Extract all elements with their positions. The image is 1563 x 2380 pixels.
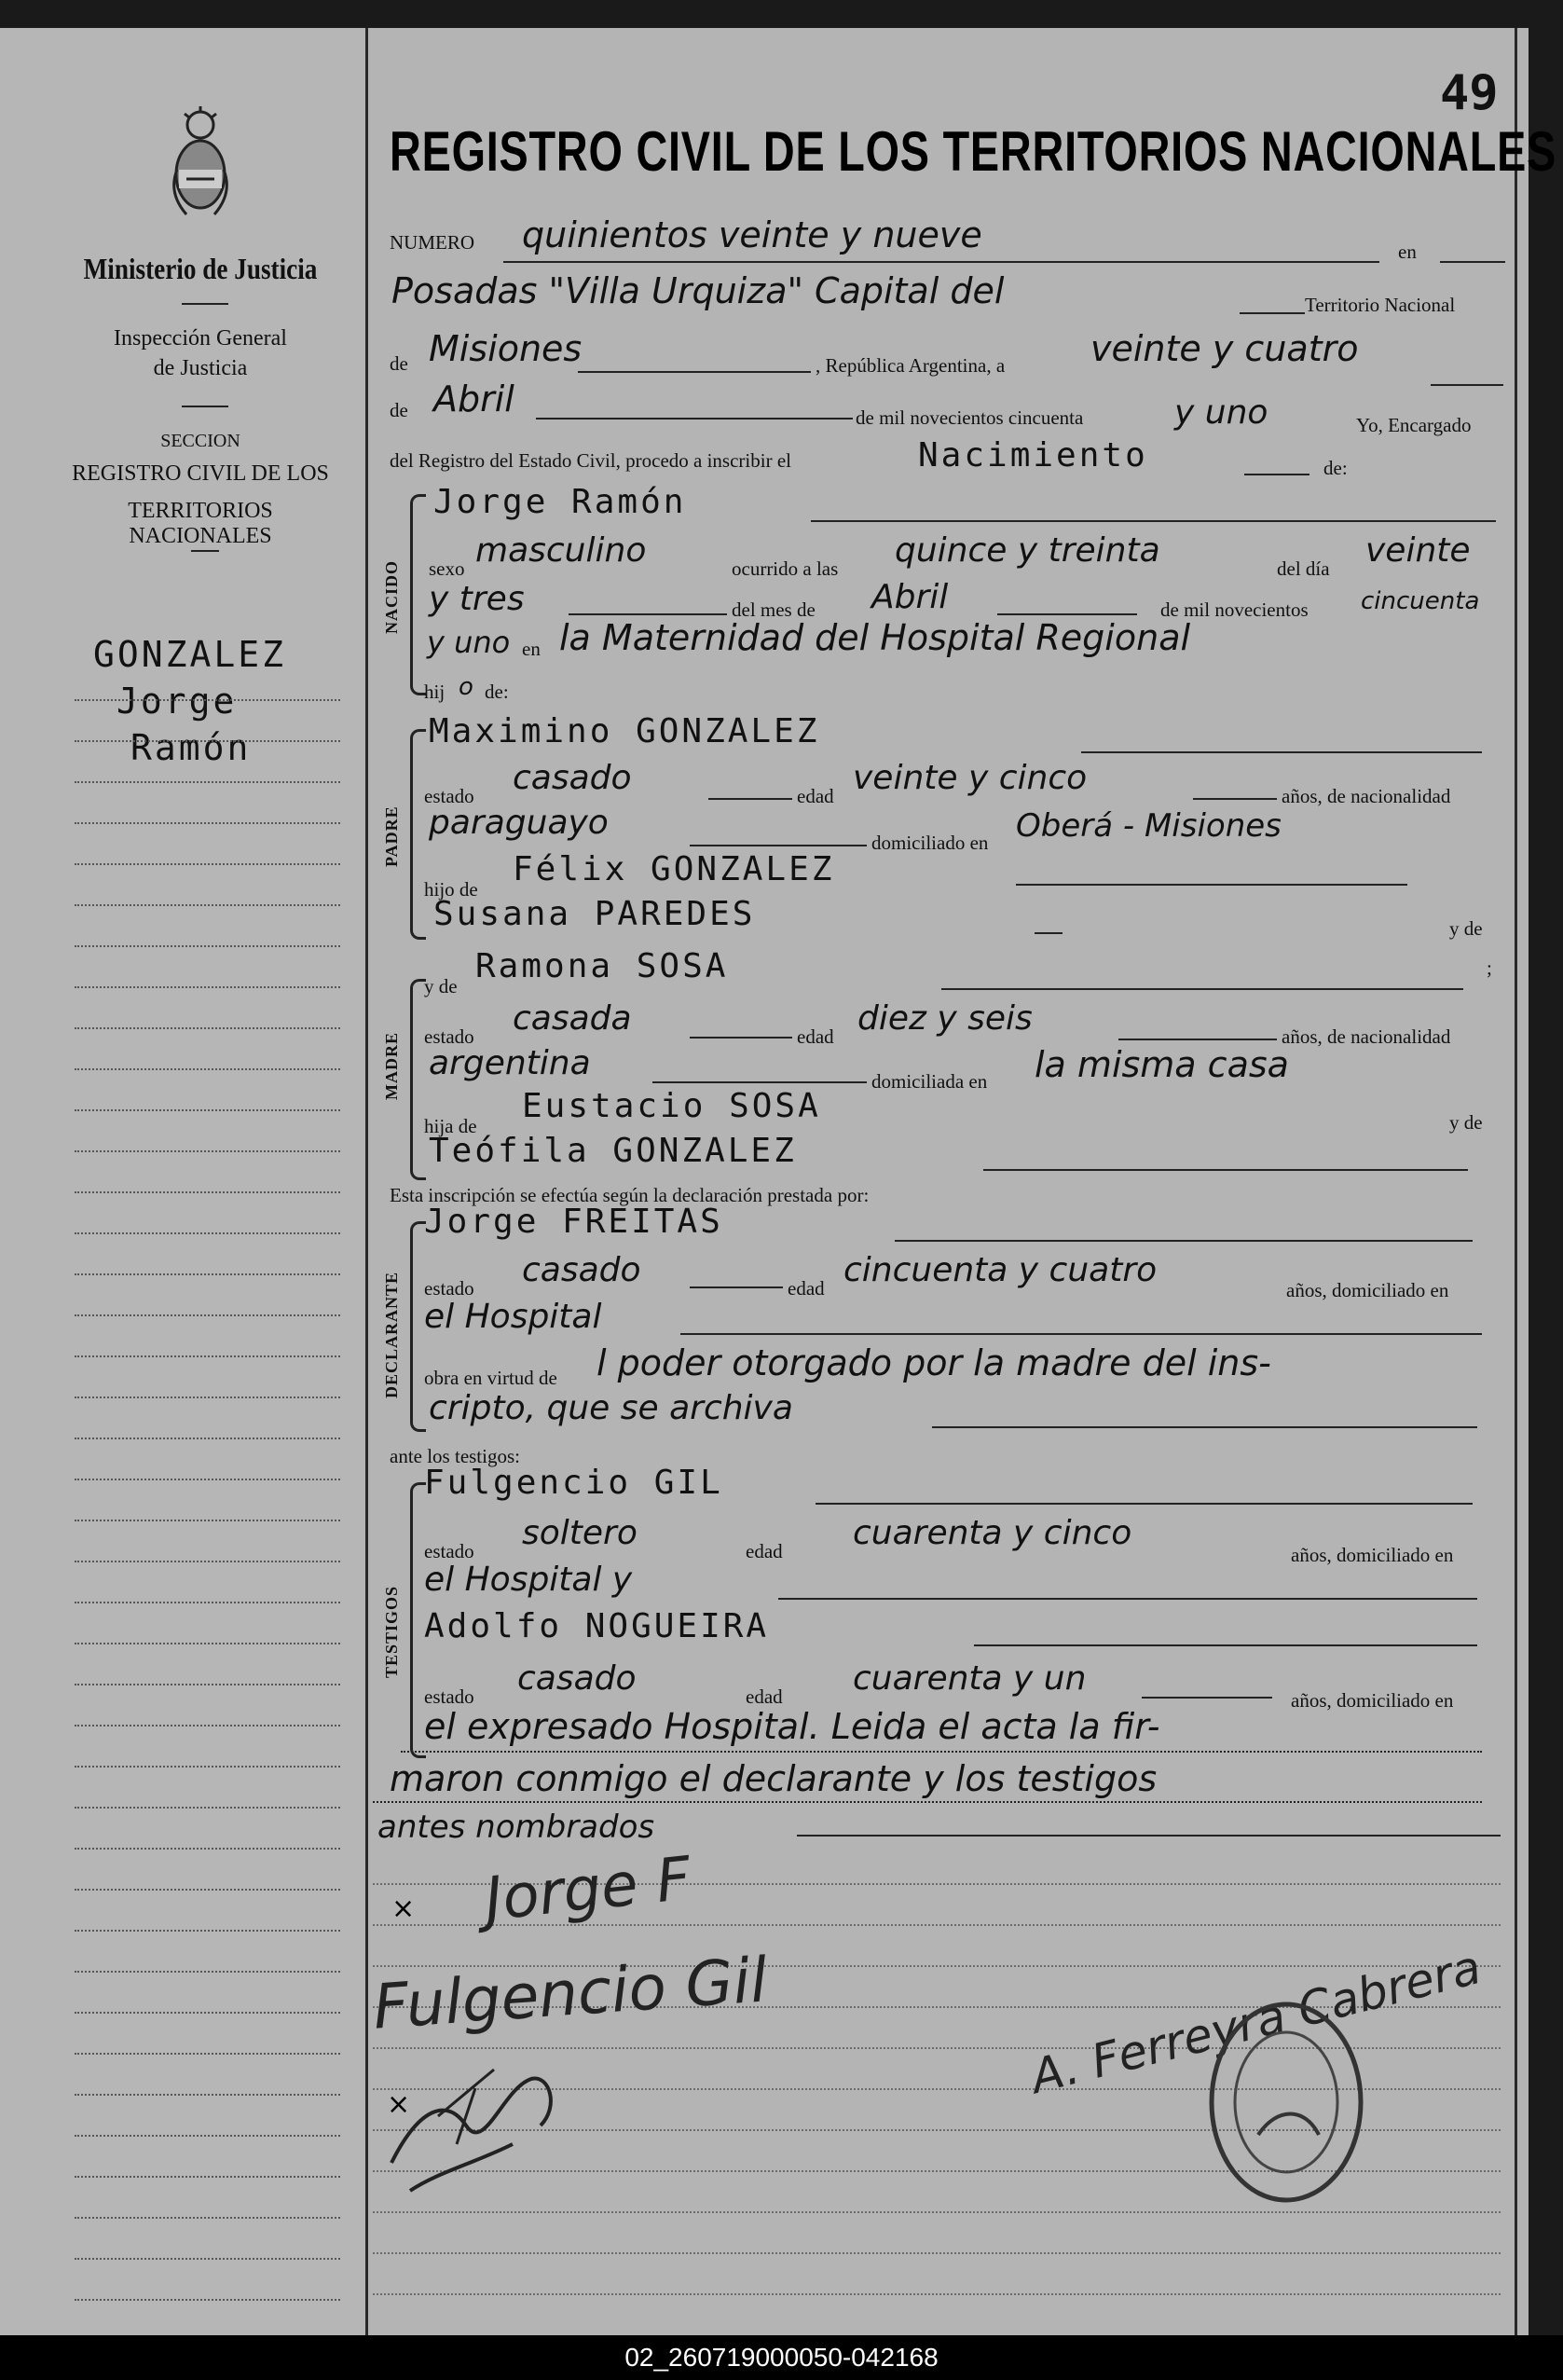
label-padre: PADRE bbox=[382, 805, 401, 867]
margin-ruled-line bbox=[75, 1479, 340, 1480]
margin-ruled-line bbox=[75, 986, 340, 988]
label-de-2: de bbox=[390, 399, 408, 421]
margin-ruled-line bbox=[75, 1027, 340, 1029]
label-domiciliado-en: domiciliado en bbox=[871, 832, 989, 854]
rule bbox=[1081, 751, 1482, 753]
rule bbox=[1193, 798, 1277, 800]
entry-testigo1-domicilio: el Hospital y bbox=[424, 1561, 633, 1599]
entry-lugar: Posadas "Villa Urquiza" Capital del bbox=[391, 270, 1005, 311]
label-edad-testigo2: edad bbox=[746, 1685, 783, 1708]
signature-testigo1: Fulgencio Gil bbox=[370, 1944, 770, 2043]
margin-ruled-line bbox=[75, 1766, 340, 1768]
rule bbox=[690, 1286, 783, 1288]
padre-bracket bbox=[410, 729, 426, 940]
rule bbox=[778, 1598, 1477, 1600]
nacido-bracket bbox=[410, 494, 426, 695]
entry-sexo: masculino bbox=[475, 531, 647, 570]
entry-declarante-nombre: Jorge FREITAS bbox=[424, 1203, 723, 1241]
entry-numero: quinientos veinte y nueve bbox=[522, 214, 982, 255]
label-edad: edad bbox=[797, 785, 834, 807]
rule bbox=[974, 1644, 1477, 1646]
margin-ruled-line bbox=[75, 1355, 340, 1357]
margin-ruled-line bbox=[75, 1273, 340, 1275]
entry-cierre-3: antes nombrados bbox=[377, 1809, 655, 1846]
ruled-line bbox=[373, 2293, 1501, 2295]
rule bbox=[811, 520, 1496, 522]
margin-ruled-line bbox=[75, 1930, 340, 1932]
rule bbox=[941, 988, 1463, 990]
label-esta-inscripcion: Esta inscripción se efectúa según la declaración prestada por: bbox=[390, 1184, 870, 1206]
ruled-line bbox=[373, 2211, 1501, 2213]
label-y-de-3: y de bbox=[1449, 1111, 1483, 1134]
label-en: en bbox=[1398, 241, 1417, 263]
page-number: 49 bbox=[1440, 65, 1499, 121]
label-edad-declarante: edad bbox=[788, 1277, 825, 1300]
sidebar-divider bbox=[191, 550, 219, 552]
margin-ruled-line bbox=[75, 1520, 340, 1521]
margin-ruled-line bbox=[75, 1725, 340, 1727]
rule bbox=[708, 798, 792, 800]
margin-ruled-line bbox=[75, 1232, 340, 1234]
official-seal-stamp bbox=[1202, 1995, 1370, 2209]
label-testigos: TESTIGOS bbox=[382, 1585, 401, 1678]
margin-name-1: Jorge bbox=[117, 681, 238, 722]
label-anos-nacionalidad-madre: años, de nacionalidad bbox=[1282, 1025, 1451, 1048]
label-estado-madre: estado bbox=[424, 1025, 474, 1048]
entry-madre-edad: diez y seis bbox=[857, 999, 1033, 1038]
label-mil-novecientos: de mil novecientos cincuenta bbox=[856, 406, 1084, 429]
margin-divider bbox=[365, 28, 368, 2335]
margin-ruled-line bbox=[75, 1068, 340, 1070]
rule bbox=[1016, 884, 1407, 886]
label-hija-de: hija de bbox=[424, 1115, 477, 1137]
scan-id-footer: 02_260719000050-042168 bbox=[0, 2335, 1563, 2380]
margin-ruled-line bbox=[75, 2176, 340, 2178]
rule bbox=[1244, 474, 1309, 475]
entry-obra-virtud-2: cripto, que se archiva bbox=[429, 1389, 793, 1427]
entry-hijo-letra: o bbox=[459, 673, 473, 701]
entry-dia: veinte y cuatro bbox=[1090, 328, 1359, 369]
label-y-de-2: y de bbox=[424, 975, 458, 997]
entry-territorio: Misiones bbox=[429, 328, 583, 369]
entry-acto: Nacimiento bbox=[918, 436, 1148, 475]
margin-ruled-line bbox=[75, 904, 340, 906]
signature-oficial: A. Ferreyra Cabrera bbox=[1025, 1940, 1487, 2104]
signature-declarante: Jorge F bbox=[481, 1844, 694, 1935]
label-domiciliada-en: domiciliada en bbox=[871, 1070, 988, 1093]
inspection-line-1: Inspección General bbox=[114, 326, 287, 351]
margin-ruled-line bbox=[75, 2012, 340, 2014]
label-anos-domiciliado-t2: años, domiciliado en bbox=[1291, 1689, 1454, 1712]
label-del-mes: del mes de bbox=[732, 598, 816, 621]
entry-madre-estado: casada bbox=[513, 999, 632, 1038]
label-territorio-nacional: Territorio Nacional bbox=[1305, 294, 1456, 316]
rule bbox=[797, 1835, 1501, 1837]
page-title: REGISTRO CIVIL DE LOS TERRITORIOS NACIONALES bbox=[390, 120, 1557, 183]
entry-madre-nombre: Ramona SOSA bbox=[475, 947, 729, 985]
margin-ruled-line bbox=[75, 1150, 340, 1152]
label-del-registro: del Registro del Estado Civil, procedo a inscribir el bbox=[390, 449, 791, 472]
margin-ruled-line bbox=[75, 1684, 340, 1685]
margin-ruled-line bbox=[75, 2217, 340, 2219]
margin-ruled-line bbox=[75, 2258, 340, 2260]
entry-dia-nac-2: y tres bbox=[429, 580, 525, 618]
label-estado-declarante: estado bbox=[424, 1277, 474, 1300]
entry-padre-nacionalidad: paraguayo bbox=[429, 804, 609, 842]
label-sexo: sexo bbox=[429, 557, 465, 580]
rule bbox=[1142, 1697, 1272, 1699]
margin-ruled-line bbox=[75, 2299, 340, 2301]
label-en-lugar: en bbox=[522, 638, 541, 660]
rule bbox=[816, 1503, 1473, 1505]
sidebar-divider bbox=[182, 303, 228, 305]
label-anos-domiciliado: años, domiciliado en bbox=[1286, 1279, 1449, 1301]
entry-anio-nac-2: y uno bbox=[427, 625, 511, 660]
rule bbox=[1035, 932, 1063, 934]
margin-ruled-line bbox=[75, 1438, 340, 1439]
label-de-colon: de: bbox=[1323, 457, 1348, 479]
rule bbox=[690, 1037, 792, 1039]
inspection-line-2: de Justicia bbox=[153, 356, 248, 380]
entry-madre-domicilio: la misma casa bbox=[1035, 1044, 1289, 1085]
margin-ruled-line bbox=[75, 1971, 340, 1973]
entry-cierre-1: el expresado Hospital. Leida el acta la fir- bbox=[424, 1706, 1160, 1747]
entry-obra-virtud-1: l poder otorgado por la madre del ins- bbox=[596, 1342, 1271, 1383]
label-nacido: NACIDO bbox=[382, 559, 401, 634]
margin-ruled-line bbox=[75, 2053, 340, 2055]
madre-bracket bbox=[410, 979, 426, 1180]
label-declarante: DECLARANTE bbox=[382, 1271, 401, 1398]
rule bbox=[1431, 384, 1503, 386]
label-hijo-de: hijo de bbox=[424, 878, 478, 901]
entry-testigo2-nombre: Adolfo NOGUEIRA bbox=[424, 1607, 770, 1645]
margin-ruled-line bbox=[75, 740, 340, 742]
label-del-dia: del día bbox=[1277, 557, 1330, 580]
label-edad-testigo1: edad bbox=[746, 1540, 783, 1562]
entry-testigo1-nombre: Fulgencio GIL bbox=[424, 1464, 723, 1502]
mark-x-1: × bbox=[391, 1892, 416, 1925]
rule bbox=[680, 1333, 1482, 1335]
label-estado-testigo1: estado bbox=[424, 1540, 474, 1562]
rule bbox=[932, 1426, 1477, 1428]
margin-name-2: Ramón bbox=[130, 727, 252, 768]
signature-testigo2-scribble bbox=[382, 2051, 587, 2200]
entry-padre-estado: casado bbox=[513, 759, 632, 797]
margin-ruled-line bbox=[75, 1396, 340, 1398]
entry-testigo2-edad: cuarenta y un bbox=[853, 1659, 1087, 1698]
margin-ruled-line bbox=[75, 781, 340, 783]
label-de-mil-nov: de mil novecientos bbox=[1160, 598, 1309, 621]
label-anos-nacionalidad: años, de nacionalidad bbox=[1282, 785, 1451, 807]
margin-ruled-line bbox=[75, 1561, 340, 1562]
margin-ruled-line bbox=[75, 822, 340, 824]
rule bbox=[1240, 312, 1305, 314]
label-yo-encargado: Yo, Encargado bbox=[1356, 414, 1472, 436]
coat-of-arms-icon bbox=[168, 104, 233, 226]
label-edad-madre: edad bbox=[797, 1025, 834, 1048]
entry-cierre-2: maron conmigo el declarante y los testigos bbox=[390, 1758, 1158, 1799]
rule bbox=[401, 1751, 1482, 1753]
entry-hora: quince y treinta bbox=[895, 531, 1160, 570]
mark-x-2: × bbox=[387, 2088, 411, 2121]
entry-dia-nac: veinte bbox=[1365, 531, 1471, 570]
entry-testigo1-edad: cuarenta y cinco bbox=[853, 1514, 1132, 1552]
rule bbox=[503, 261, 1379, 263]
ruled-line bbox=[373, 2252, 1501, 2254]
entry-abuelo-paterno: Félix GONZALEZ bbox=[513, 850, 835, 888]
margin-ruled-line bbox=[75, 1848, 340, 1850]
entry-padre-domicilio: Oberá - Misiones bbox=[1016, 807, 1282, 845]
rule bbox=[997, 613, 1137, 615]
registry-line-1: REGISTRO CIVIL DE LOS bbox=[72, 461, 329, 486]
entry-mes: Abril bbox=[433, 378, 514, 420]
margin-ruled-line bbox=[75, 945, 340, 947]
label-anos-domiciliado-t1: años, domiciliado en bbox=[1291, 1544, 1454, 1566]
entry-anio: y uno bbox=[1174, 393, 1268, 432]
label-estado-testigo2: estado bbox=[424, 1685, 474, 1708]
ministry-label: Ministerio de Justicia bbox=[83, 252, 318, 285]
entry-testigo2-estado: casado bbox=[517, 1659, 637, 1698]
rule bbox=[373, 1801, 1482, 1803]
entry-declarante-domicilio: el Hospital bbox=[424, 1298, 602, 1336]
entry-abuela-paterna: Susana PAREDES bbox=[433, 895, 756, 933]
margin-ruled-line bbox=[75, 1314, 340, 1316]
label-de: de bbox=[390, 352, 408, 375]
rule bbox=[578, 371, 811, 373]
rule bbox=[1440, 261, 1505, 263]
margin-ruled-line bbox=[75, 1602, 340, 1603]
rule bbox=[536, 418, 853, 420]
section-label: SECCION bbox=[160, 431, 240, 451]
rule bbox=[652, 1081, 867, 1083]
entry-padre-edad: veinte y cinco bbox=[853, 759, 1088, 797]
margin-ruled-line bbox=[75, 1807, 340, 1809]
label-obra-en-virtud: obra en virtud de bbox=[424, 1367, 557, 1389]
rule bbox=[690, 845, 867, 846]
register-page bbox=[0, 28, 1557, 2335]
margin-ruled-line bbox=[75, 2094, 340, 2096]
entry-declarante-estado: casado bbox=[522, 1251, 641, 1289]
entry-testigo1-estado: soltero bbox=[522, 1514, 638, 1552]
label-ante-testigos: ante los testigos: bbox=[390, 1445, 520, 1467]
entry-madre-nacionalidad: argentina bbox=[429, 1044, 591, 1082]
label-ocurrido: ocurrido a las bbox=[732, 557, 839, 580]
entry-padre-nombre: Maximino GONZALEZ bbox=[429, 712, 820, 750]
sidebar-divider bbox=[182, 406, 228, 407]
rule bbox=[569, 613, 727, 615]
label-de-colon-2: de: bbox=[485, 681, 509, 703]
rule bbox=[1118, 1039, 1277, 1040]
margin-ruled-line bbox=[75, 1109, 340, 1111]
registry-line-2: TERRITORIOS NACIONALES bbox=[128, 499, 273, 548]
entry-declarante-edad: cincuenta y cuatro bbox=[843, 1251, 1158, 1289]
entry-lugar-nac: la Maternidad del Hospital Regional bbox=[559, 617, 1191, 658]
right-edge-line bbox=[1515, 28, 1517, 2335]
margin-ruled-line bbox=[75, 1191, 340, 1193]
label-republica: , República Argentina, a bbox=[816, 354, 1006, 377]
label-estado: estado bbox=[424, 785, 474, 807]
label-semicolon: ; bbox=[1487, 956, 1492, 979]
entry-mes-nac: Abril bbox=[871, 578, 949, 616]
margin-surname: GONZALEZ bbox=[93, 634, 287, 675]
margin-ruled-line bbox=[75, 1889, 340, 1891]
margin-ruled-line bbox=[75, 2135, 340, 2137]
margin-ruled-line bbox=[75, 699, 340, 701]
rule bbox=[983, 1169, 1468, 1171]
margin-ruled-line bbox=[75, 1643, 340, 1644]
label-madre: MADRE bbox=[382, 1032, 401, 1100]
entry-nacido-nombre: Jorge Ramón bbox=[433, 483, 687, 521]
entry-abuela-materna: Teófila GONZALEZ bbox=[429, 1132, 797, 1170]
label-numero: NUMERO bbox=[390, 231, 475, 254]
label-y-de: y de bbox=[1449, 917, 1483, 940]
rule bbox=[895, 1240, 1473, 1242]
margin-ruled-line bbox=[75, 863, 340, 865]
label-hijo: hij bbox=[424, 681, 446, 703]
entry-anio-nac: cincuenta bbox=[1361, 587, 1480, 615]
entry-abuelo-materno: Eustacio SOSA bbox=[522, 1087, 821, 1125]
